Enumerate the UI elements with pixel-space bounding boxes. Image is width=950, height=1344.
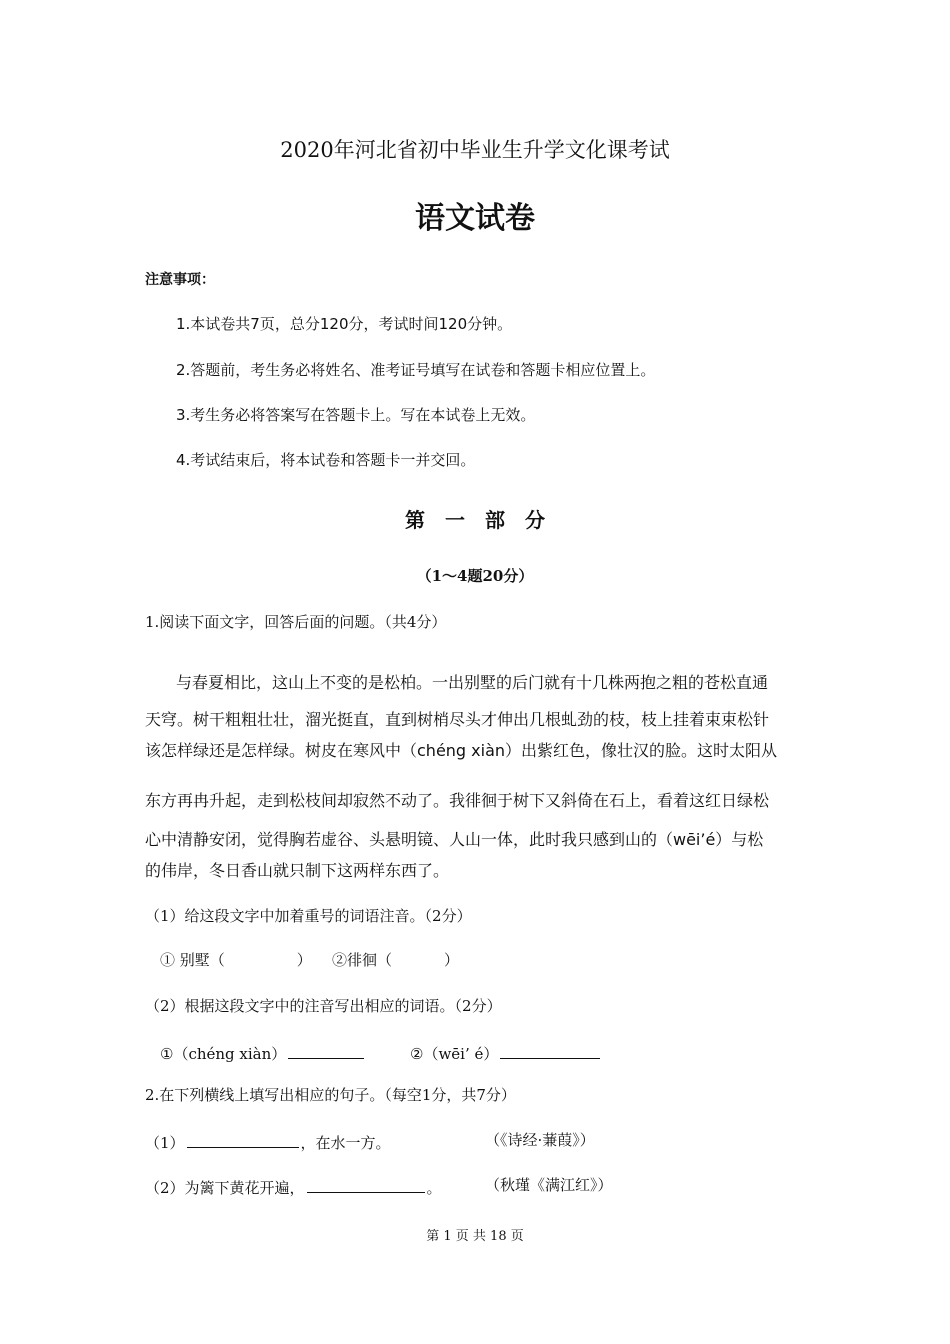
question-2-stem: 2.在下列横线上填写出相应的句子。（每空1分，共7分） — [145, 1086, 516, 1104]
question-1-sub1: （1）给这段文字中加着重号的词语注音。（2分） — [145, 907, 472, 925]
pinyin-item-2-close: ） — [444, 951, 460, 969]
word-item-1 — [160, 1044, 366, 1062]
passage-line: 与春夏相比，这山上不变的是松柏。一出别墅的后门就有十几株两抱之粗的苍松直通 — [176, 673, 769, 692]
exam-title: 2020年河北省初中毕业生升学文化课考试 — [280, 138, 670, 162]
notice-heading: 注意事项： — [145, 272, 215, 288]
word-answer-blank-1[interactable] — [288, 1044, 364, 1059]
part-title: 第一部分 — [405, 508, 565, 532]
word-item-2-label: ②（wēi’ é） — [410, 1045, 499, 1063]
recite-item-2 — [145, 1178, 442, 1196]
paper-title: 语文试卷 — [415, 201, 535, 236]
pinyin-item-1 — [160, 953, 312, 968]
passage-line: 该怎样绿还是怎样绿。树皮在寒风中（chéng xiàn）出紫红色，像壮汉的脸。这时太阳从 — [145, 741, 778, 760]
recite-item-1 — [145, 1133, 391, 1151]
recite-item-1-text: ，在水一方。 — [300, 1134, 391, 1152]
word-item-1-label: ①（chéng xiàn） — [160, 1045, 287, 1063]
pinyin-item-2-label: ②徘徊（ — [332, 951, 393, 969]
pinyin-item-1-label: ① 别墅（ — [160, 951, 225, 969]
notice-item: 3.考生务必将答案写在答题卡上。写在本试卷上无效。 — [176, 406, 536, 424]
recite-item-2-source: （秋瑾《满江红》） — [485, 1176, 613, 1194]
recite-item-1-source: （《诗经·蒹葭》） — [485, 1131, 595, 1149]
page-footer: 第 1 页 共 18 页 — [426, 1229, 524, 1244]
passage-line: 心中清静安闭，觉得胸若虚谷、头悬明镜、人山一体，此时我只感到山的（wēi’é）与松 — [145, 830, 764, 849]
question-1-sub2: （2）根据这段文字中的注音写出相应的词语。（2分） — [145, 997, 502, 1015]
question-1-stem: 1.阅读下面文字，回答后面的问题。（共4分） — [145, 613, 447, 631]
pinyin-item-1-close: ） — [296, 951, 312, 969]
recite-item-1-number: （1） — [145, 1134, 185, 1152]
notice-item: 2.答题前，考生务必将姓名、准考证号填写在试卷和答题卡相应位置上。 — [176, 361, 656, 379]
recite-item-2-text: （2）为篱下黄花开遍， — [145, 1179, 305, 1197]
passage-line: 的伟岸，冬日香山就只制下这两样东西了。 — [145, 861, 450, 880]
recite-answer-blank-2[interactable] — [307, 1178, 425, 1193]
recite-answer-blank-1[interactable] — [187, 1133, 299, 1148]
pinyin-item-2 — [332, 953, 459, 968]
passage-line: 天穹。树干粗粗壮壮，溜光挺直，直到树梢尽头才伸出几根虬劲的枝，枝上挂着束束松针 — [145, 710, 770, 729]
recite-item-2-end: 。 — [426, 1179, 442, 1197]
notice-item: 4.考试结束后，将本试卷和答题卡一并交回。 — [176, 451, 476, 469]
passage-line: 东方再冉升起，走到松枝间却寂然不动了。我徘徊于树下又斜倚在石上，看着这红日绿松 — [145, 791, 770, 810]
part-subtitle: （1～4题20分） — [416, 567, 534, 585]
word-answer-blank-2[interactable] — [500, 1044, 600, 1059]
notice-item: 1.本试卷共7页，总分120分，考试时间120分钟。 — [176, 315, 513, 333]
word-item-2 — [410, 1044, 602, 1062]
